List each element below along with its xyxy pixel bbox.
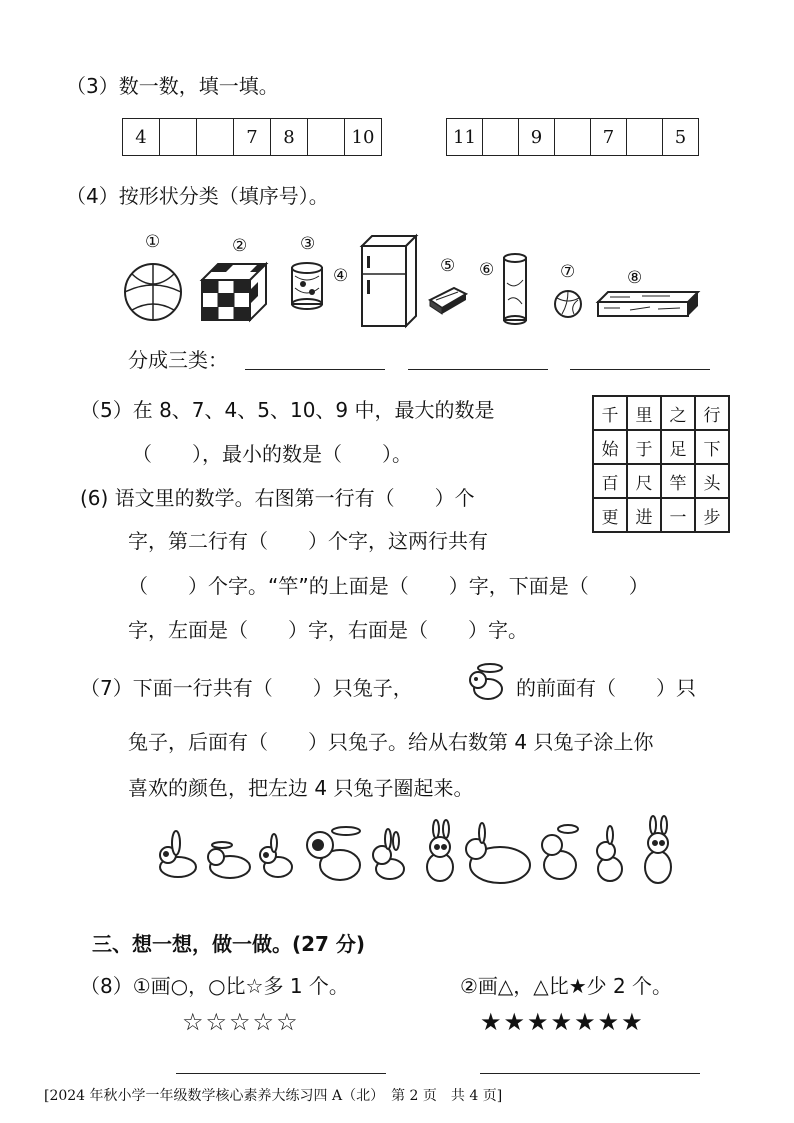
rabbit-icon	[597, 826, 622, 881]
q8-part2: ②画△，△比★少 2 个。	[460, 974, 673, 998]
shape-label-7: ⑦	[560, 262, 576, 282]
grid-cell: 一	[661, 498, 695, 532]
wooden-block-icon	[598, 292, 698, 316]
grid-cell: 步	[695, 498, 729, 532]
eraser-icon	[430, 288, 466, 314]
q8-part1: （8）①画○，○比☆多 1 个。	[80, 974, 349, 998]
page-footer: [2024 年秋小学一年级数学核心素养大练习四 A（北） 第 2 页 共 4 页]	[44, 1088, 503, 1104]
grid-cell: 百	[593, 464, 627, 498]
seq1-cell[interactable]: 10	[344, 119, 381, 155]
character-grid	[592, 395, 730, 533]
rabbits-row	[150, 815, 690, 890]
q7-line1b: 的前面有（ ）只	[516, 676, 696, 700]
seq1-cell[interactable]: 8	[270, 119, 307, 155]
grid-cell: 始	[593, 430, 627, 464]
seq2-cell[interactable]	[482, 119, 518, 155]
grid-cell: 更	[593, 498, 627, 532]
seq1-cell[interactable]	[307, 119, 344, 155]
shape-label-3: ③	[300, 234, 316, 254]
drawing-line-1[interactable]	[176, 1073, 386, 1074]
q5-line1: （5）在 8、7、4、5、10、9 中，最大的数是	[80, 398, 495, 422]
rabbit-icon	[542, 825, 578, 879]
answer-line-3[interactable]	[570, 369, 710, 370]
rabbit-icon	[373, 829, 404, 879]
q3-title: （3）数一数，填一填。	[66, 74, 279, 98]
q6-line2: 字，第二行有（ ）个字，这两行共有	[128, 529, 488, 553]
seq2-cell[interactable]	[626, 119, 662, 155]
q7-line2: 兔子，后面有（ ）只兔子。给从右数第 4 只兔子涂上你	[128, 730, 654, 754]
rabbit-icon	[260, 834, 292, 877]
grid-cell: 之	[661, 396, 695, 430]
section3-title: 三、想一想，做一做。(27 分)	[92, 932, 366, 956]
white-stars: ☆☆☆☆☆	[182, 1008, 300, 1036]
grid-cell: 下	[695, 430, 729, 464]
seq1-cell[interactable]: 4	[135, 126, 147, 148]
seq1-cell[interactable]: 7	[233, 119, 270, 155]
seq2-cell[interactable]: 11	[453, 126, 476, 148]
shape-label-6: ⑥	[479, 260, 495, 280]
seq1-cell[interactable]	[159, 119, 196, 155]
q7-line1a: （7）下面一行共有（ ）只兔子，	[80, 676, 413, 700]
grid-cell: 行	[695, 396, 729, 430]
shapes-illustration	[110, 228, 710, 333]
q7-line3: 喜欢的颜色，把左边 4 只兔子圈起来。	[128, 776, 474, 800]
drawing-line-2[interactable]	[480, 1073, 700, 1074]
rabbit-icon	[427, 820, 453, 881]
classify-label: 分成三类：	[128, 348, 228, 372]
can-icon	[292, 263, 322, 309]
grid-cell: 尺	[627, 464, 661, 498]
rubik-cube-icon	[202, 264, 266, 320]
rabbit-icon	[208, 842, 250, 878]
q6-line1: (6) 语文里的数学。右图第一行有（ ）个	[80, 486, 475, 510]
shape-label-2: ②	[232, 236, 248, 256]
q4-title: （4）按形状分类（填序号）。	[66, 184, 329, 208]
seq1-cell[interactable]	[196, 119, 233, 155]
grid-cell: 进	[627, 498, 661, 532]
grid-cell: 足	[661, 430, 695, 464]
shape-label-1: ①	[145, 232, 161, 252]
cylinder-tube-icon	[504, 254, 526, 324]
ball-icon	[125, 264, 181, 320]
shape-label-4: ④	[333, 266, 349, 286]
rabbit-icon	[307, 827, 360, 880]
q6-line3: （ ）个字。“竿”的上面是（ ）字，下面是（ ）	[128, 574, 649, 598]
volleyball-icon	[555, 291, 581, 317]
shape-label-8: ⑧	[627, 268, 643, 288]
rabbit-icon	[466, 823, 530, 883]
answer-line-2[interactable]	[408, 369, 548, 370]
rabbit-icon	[466, 662, 512, 702]
sequence-box-1	[122, 118, 382, 156]
black-stars: ★★★★★★★	[480, 1008, 645, 1036]
grid-cell: 头	[695, 464, 729, 498]
seq2-cell[interactable]: 7	[590, 119, 626, 155]
answer-line-1[interactable]	[245, 369, 385, 370]
sequence-box-2	[446, 118, 699, 156]
q6-line4: 字，左面是（ ）字，右面是（ ）字。	[128, 618, 528, 642]
seq2-cell[interactable]: 5	[662, 119, 698, 155]
grid-cell: 竿	[661, 464, 695, 498]
seq2-cell[interactable]: 9	[518, 119, 554, 155]
rabbit-icon	[645, 816, 671, 883]
grid-cell: 里	[627, 396, 661, 430]
grid-cell: 千	[593, 396, 627, 430]
seq2-cell[interactable]	[554, 119, 590, 155]
fridge-icon	[362, 236, 416, 326]
shape-label-5: ⑤	[440, 256, 456, 276]
q5-line2: （ ），最小的数是（ ）。	[132, 442, 412, 466]
rabbit-icon	[160, 831, 196, 877]
grid-cell: 于	[627, 430, 661, 464]
